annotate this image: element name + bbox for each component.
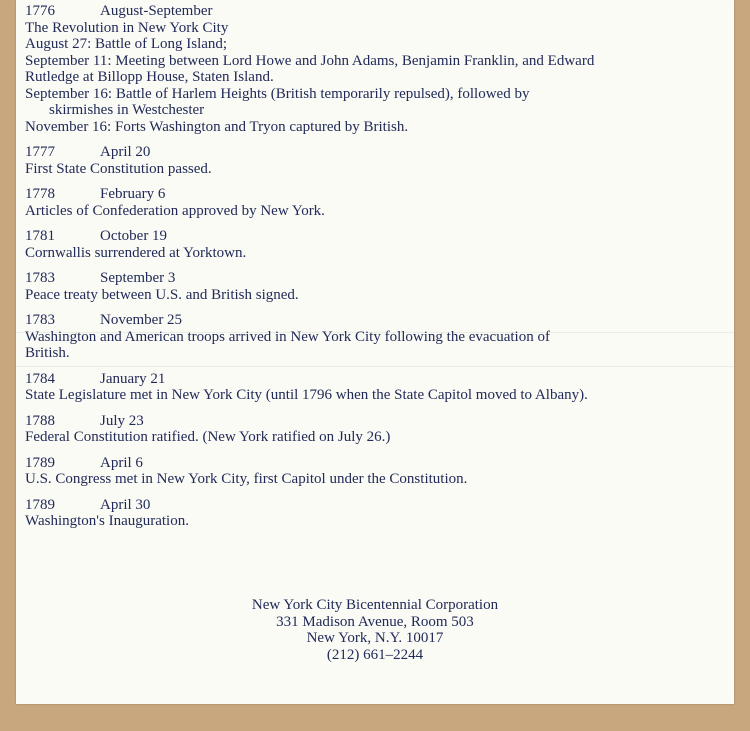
entry-year: 1777 (25, 144, 55, 160)
entry-text: First State Constitution passed. (25, 160, 212, 177)
entry-day: April 30 (100, 496, 151, 513)
entry-year: 1784 (25, 370, 55, 387)
entry-year: 1778 (25, 186, 55, 202)
entry-date (25, 186, 731, 203)
entry-day: August-September (100, 3, 213, 19)
entry-text: British. (25, 345, 70, 361)
entry-date (25, 228, 731, 245)
timeline-entry (25, 186, 731, 219)
entry-text: August 27: Battle of Long Island; (25, 36, 228, 52)
entry-text: November 16: Forts Washington and Tryon captured by British. (25, 118, 409, 135)
entry-text: September 11: Meeting between Lord Howe and John Adams, Benjamin Franklin, and Edward (25, 52, 595, 69)
footer-org: New York City Bicentennial Corporation (251, 597, 499, 613)
entry-day: April 6 (100, 454, 143, 471)
footer-address-line: 331 Madison Avenue, Room 503 (276, 613, 474, 630)
entry-text: State Legislature met in New York City (until 1796 when the State Capitol moved to Albany). (25, 387, 588, 403)
timeline (25, 3, 731, 539)
entry-date (25, 144, 731, 161)
entry-text: skirmishes in Westchester (49, 102, 205, 118)
entry-date (25, 270, 731, 287)
timeline-entry (25, 228, 731, 261)
entry-text: Rutledge at Billopp House, Staten Island. (25, 69, 274, 85)
entry-date (25, 312, 731, 329)
entry-year: 1789 (25, 496, 55, 513)
timeline-entry (25, 3, 731, 135)
entry-day: November 25 (100, 312, 183, 328)
entry-year: 1783 (25, 312, 55, 328)
document-page (16, 0, 734, 704)
timeline-entry (25, 413, 731, 446)
entry-date (25, 413, 731, 430)
entry-day: July 23 (100, 412, 144, 429)
footer-address (16, 597, 734, 663)
timeline-entry (25, 312, 731, 362)
entry-day: February 6 (100, 186, 166, 202)
timeline-entry (25, 270, 731, 303)
entry-year: 1781 (25, 228, 55, 244)
entry-text: Federal Constitution ratified. (New York ratified on July 26.) (25, 429, 391, 445)
footer-city: New York, N.Y. 10017 (306, 630, 444, 646)
entry-date (25, 497, 731, 514)
entry-text: Articles of Confederation approved by New York. (25, 202, 325, 219)
entry-day: October 19 (100, 228, 168, 244)
entry-text: Cornwallis surrendered at Yorktown. (25, 244, 247, 261)
entry-text: September 16: Battle of Harlem Heights (British temporarily repulsed), followed by (25, 85, 530, 102)
entry-text: Washington and American troops arrived in New York City following the evacuation of (25, 328, 550, 345)
entry-year: 1789 (25, 454, 55, 471)
entry-text: The Revolution in New York City (25, 19, 229, 36)
entry-year: 1788 (25, 412, 55, 429)
entry-date (25, 371, 731, 388)
timeline-entry (25, 371, 731, 404)
timeline-entry (25, 144, 731, 177)
entry-day: September 3 (100, 270, 176, 286)
entry-date (25, 455, 731, 472)
timeline-entry (25, 497, 731, 530)
timeline-entry (25, 455, 731, 488)
entry-text: Washington's Inauguration. (25, 513, 189, 529)
entry-day: January 21 (100, 370, 166, 387)
entry-year: 1776 (25, 3, 55, 19)
entry-text: Peace treaty between U.S. and British signed. (25, 286, 299, 303)
entry-date (25, 3, 731, 20)
footer-phone: (212) 661–2244 (326, 646, 424, 663)
entry-year: 1783 (25, 270, 55, 286)
entry-text: U.S. Congress met in New York City, first Capitol under the Constitution. (25, 471, 468, 487)
entry-day: April 20 (100, 144, 151, 160)
